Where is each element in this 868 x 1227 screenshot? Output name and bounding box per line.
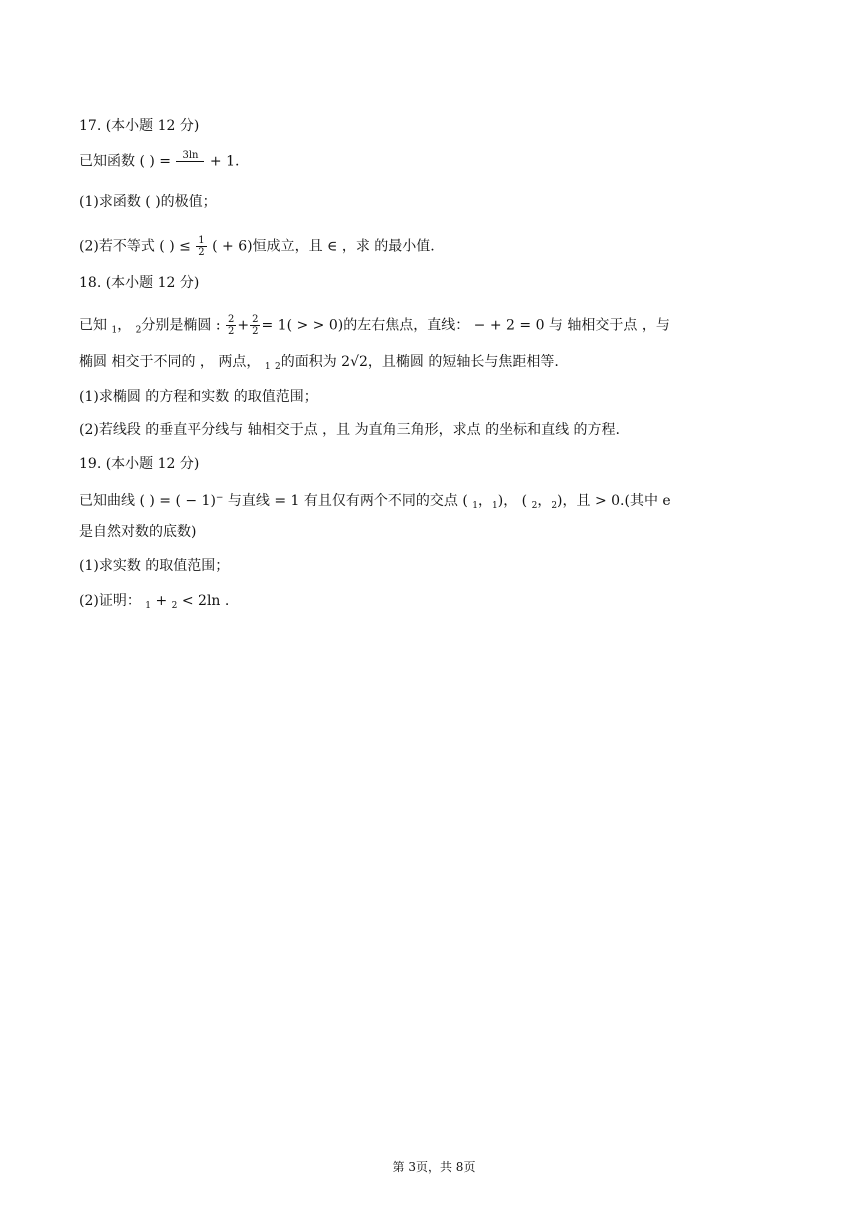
q19-part2-text: + xyxy=(155,593,168,609)
q17-stem-text: 已知函数 ( ) = xyxy=(79,153,172,170)
q19-part1: (1)求实数 的取值范围； xyxy=(79,558,230,574)
q17-part2 xyxy=(79,235,435,258)
q17-part2-text-end: ( + 6)恒成立，且 ∈ ，求 的最小值. xyxy=(212,238,435,255)
subscript: 2 xyxy=(171,601,178,611)
q17-heading: 17. (本小题 12 分) xyxy=(79,118,200,134)
subscript: 2 xyxy=(275,362,281,372)
q18-stem-text: + xyxy=(237,317,250,334)
q19-stem-text: ， xyxy=(478,493,493,509)
q19-stem-text: )，且 > 0.(其中 e xyxy=(557,493,671,509)
q18-stem-text: 已知 xyxy=(79,317,107,334)
q18-stem-text: ， xyxy=(117,317,132,334)
q17-part2-fraction xyxy=(196,235,206,258)
q19-stem-text: ， xyxy=(537,493,552,509)
fraction-numerator: 2 xyxy=(228,314,235,325)
q19-stem-line2: 是自然对数的底数) xyxy=(79,524,197,540)
q17-stem-text-end: + 1. xyxy=(209,153,240,170)
fraction-numerator: 1 xyxy=(198,235,205,246)
q18-stem-text: 椭圆 相交于不同的 ， 两点， xyxy=(79,354,261,370)
q19-stem-text: )， ( xyxy=(497,493,528,509)
subscript: 2 xyxy=(531,501,538,511)
superscript: − xyxy=(215,493,224,503)
ellipse-fraction-y xyxy=(250,314,260,337)
q18-stem-line2 xyxy=(79,353,559,376)
subscript: 2 xyxy=(135,325,142,336)
q19-heading: 19. (本小题 12 分) xyxy=(79,456,200,472)
q18-stem-text: = 1( > > 0)的左右焦点，直线： − + 2 = 0 与 轴相交于点 ，与 xyxy=(261,317,670,334)
q19-stem-text: 已知曲线 ( ) = ( − 1) xyxy=(79,493,216,509)
q17-stem xyxy=(79,150,239,173)
fraction-numerator: 3ln xyxy=(176,150,204,162)
q18-stem-line1 xyxy=(79,314,670,340)
ellipse-fraction-x xyxy=(226,314,236,337)
q18-part1: (1)求椭圆 的方程和实数 的取值范围； xyxy=(79,389,318,405)
subscript: 1 xyxy=(492,501,498,511)
subscript: 2 xyxy=(551,501,558,511)
q18-heading: 18. (本小题 12 分) xyxy=(79,275,200,291)
q19-part2-text: < 2ln . xyxy=(181,593,230,609)
q19-part2 xyxy=(79,592,229,615)
fraction-denominator: 2 xyxy=(198,247,205,258)
subscript: 1 xyxy=(264,362,271,372)
q18-stem-text: 分别是椭圆 : xyxy=(141,317,221,334)
q17-stem-fraction xyxy=(176,150,204,173)
fraction-denominator xyxy=(176,162,204,173)
subscript: 1 xyxy=(145,601,152,611)
q17-part1: (1)求函数 ( )的极值； xyxy=(79,194,217,210)
q17-part2-text: (2)若不等式 ( ) ≤ xyxy=(79,238,191,255)
q19-stem-line1 xyxy=(79,489,671,515)
fraction-denominator: 2 xyxy=(252,326,259,337)
fraction-denominator: 2 xyxy=(228,326,235,337)
page-footer: 第 3页，共 8页 xyxy=(392,1160,476,1174)
subscript: 1 xyxy=(111,325,118,336)
fraction-numerator: 2 xyxy=(252,314,259,325)
q19-stem-text: 与直线 = 1 有且仅有两个不同的交点 ( xyxy=(227,493,468,509)
q18-stem-text: 的面积为 2√2，且椭圆 的短轴长与焦距相等. xyxy=(280,354,559,370)
q19-part2-text: (2)证明： xyxy=(79,593,141,609)
q18-part2: (2)若线段 的垂直平分线与 轴相交于点 ，且 为直角三角形，求点 的坐标和直线 的方程. xyxy=(79,422,620,438)
subscript: 1 xyxy=(472,501,479,511)
